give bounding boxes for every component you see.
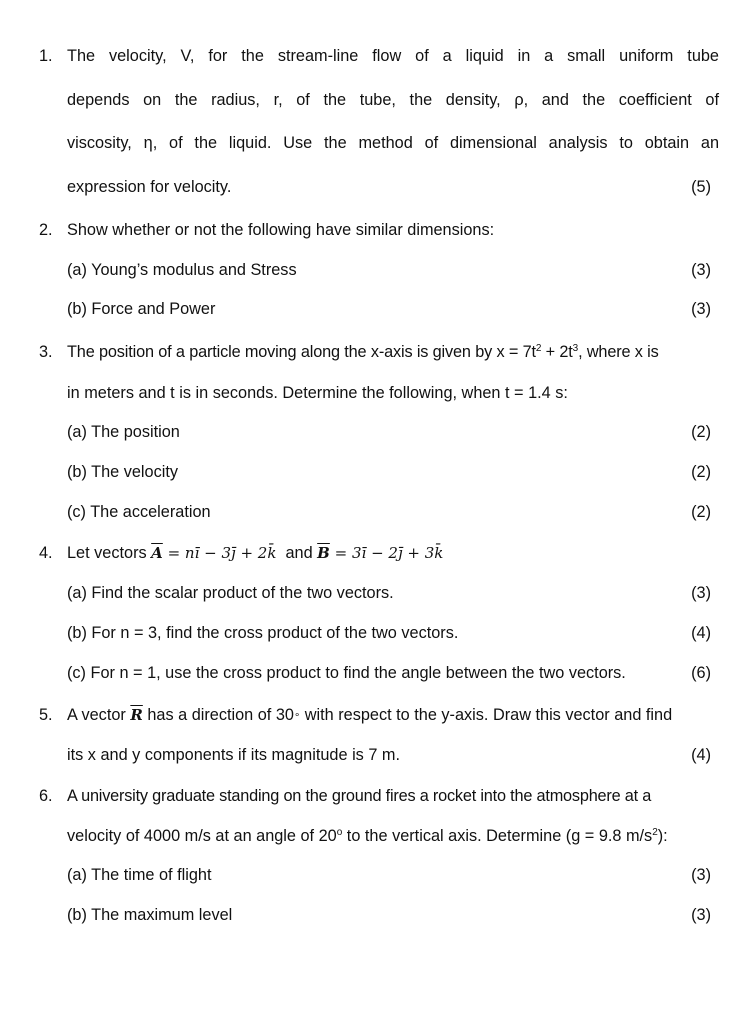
part-text: (a) The position — [67, 423, 180, 441]
question-number: 2. — [39, 221, 53, 239]
part-marks: (3) — [691, 866, 711, 884]
q1-text-line-4: expression for velocity. — [67, 178, 232, 196]
q3-text-line-1 — [67, 342, 659, 362]
vector-a-expression: = nī − 3j̄ + 2k̄ — [162, 544, 277, 562]
q6-text-b: to the vertical axis. Determine (g = 9.8 m/s — [342, 827, 653, 845]
q3-text-line-2: in meters and t is in seconds. Determine the following, when t = 1.4 s: — [67, 384, 568, 402]
degree-symbol: ∘ — [293, 710, 301, 721]
part-text: (b) The maximum level — [67, 906, 233, 924]
vector-b-symbol: $\overline{B}$ — [317, 544, 330, 562]
part-marks: (3) — [691, 300, 711, 318]
part-marks: (3) — [691, 906, 711, 924]
degree-symbol: o — [336, 827, 343, 838]
part-marks: (2) — [691, 463, 711, 481]
q1-text-line-2: depends on the radius, r, of the tube, the density, ρ, and the coefficient of — [67, 91, 719, 109]
q1-text-line-1: The velocity, V, for the stream-line flow of a liquid in a small uniform tube — [67, 47, 719, 65]
q6-text-a: velocity of 4000 m/s at an angle of 20 — [67, 827, 337, 845]
exponent: 2 — [535, 343, 542, 354]
q5-text-c: with respect to the y-axis. Draw this vector and find — [300, 706, 673, 724]
question-number: 4. — [39, 544, 53, 562]
q1-text-line-3: viscosity, η, of the liquid. Use the method of dimensional analysis to obtain an — [67, 134, 719, 152]
question-number: 6. — [39, 787, 53, 805]
q3-text-a: The position of a particle moving along the x-axis is given by x = 7t — [67, 343, 536, 361]
q3-text-c: , where x is — [578, 343, 659, 361]
part-marks: (2) — [691, 503, 711, 521]
part-text: (c) For n = 1, use the cross product to find the angle between the two vectors. — [67, 664, 626, 682]
q6-text-c: ): — [657, 827, 668, 845]
q4-lead: Let vectors — [67, 544, 152, 562]
part-text: (a) Find the scalar product of the two vectors. — [67, 584, 394, 602]
exponent: 3 — [572, 343, 579, 354]
question-number: 5. — [39, 706, 53, 724]
part-marks: (3) — [691, 261, 711, 279]
part-marks: (4) — [691, 624, 711, 642]
question-number: 1. — [39, 47, 53, 65]
q1-marks: (5) — [691, 178, 711, 196]
q4-and: and — [276, 544, 318, 562]
q5-marks: (4) — [691, 746, 711, 764]
vector-r-symbol: $\overline{R}$ — [130, 706, 143, 724]
part-text: (b) Force and Power — [67, 300, 216, 318]
q5-text-b: has a direction of 30 — [142, 706, 294, 724]
vector-a-symbol: $\overline{A}$ — [151, 544, 163, 562]
part-marks: (2) — [691, 423, 711, 441]
vector-b-expression: = 3ī − 2j̄ + 3k̄ — [329, 544, 444, 562]
part-text: (b) The velocity — [67, 463, 178, 481]
part-text: (b) For n = 3, find the cross product of the two vectors. — [67, 624, 459, 642]
q5-text-line-2: its x and y components if its magnitude is 7 m. — [67, 746, 401, 764]
part-text: (a) The time of flight — [67, 866, 212, 884]
q2-text: Show whether or not the following have similar dimensions: — [67, 221, 495, 239]
exponent: 2 — [652, 827, 658, 838]
part-marks: (3) — [691, 584, 711, 602]
q5-text-line-1 — [67, 705, 672, 726]
q6-text-line-1: A university graduate standing on the ground fires a rocket into the atmosphere at a — [67, 787, 652, 805]
q3-text-b: + 2t — [541, 343, 573, 361]
part-marks: (6) — [691, 664, 711, 682]
q6-text-line-2 — [67, 826, 668, 846]
q4-vectors-line — [67, 543, 443, 563]
part-text: (a) Young’s modulus and Stress — [67, 261, 297, 279]
q5-text-a: A vector — [67, 706, 131, 724]
question-number: 3. — [39, 343, 53, 361]
part-text: (c) The acceleration — [67, 503, 211, 521]
